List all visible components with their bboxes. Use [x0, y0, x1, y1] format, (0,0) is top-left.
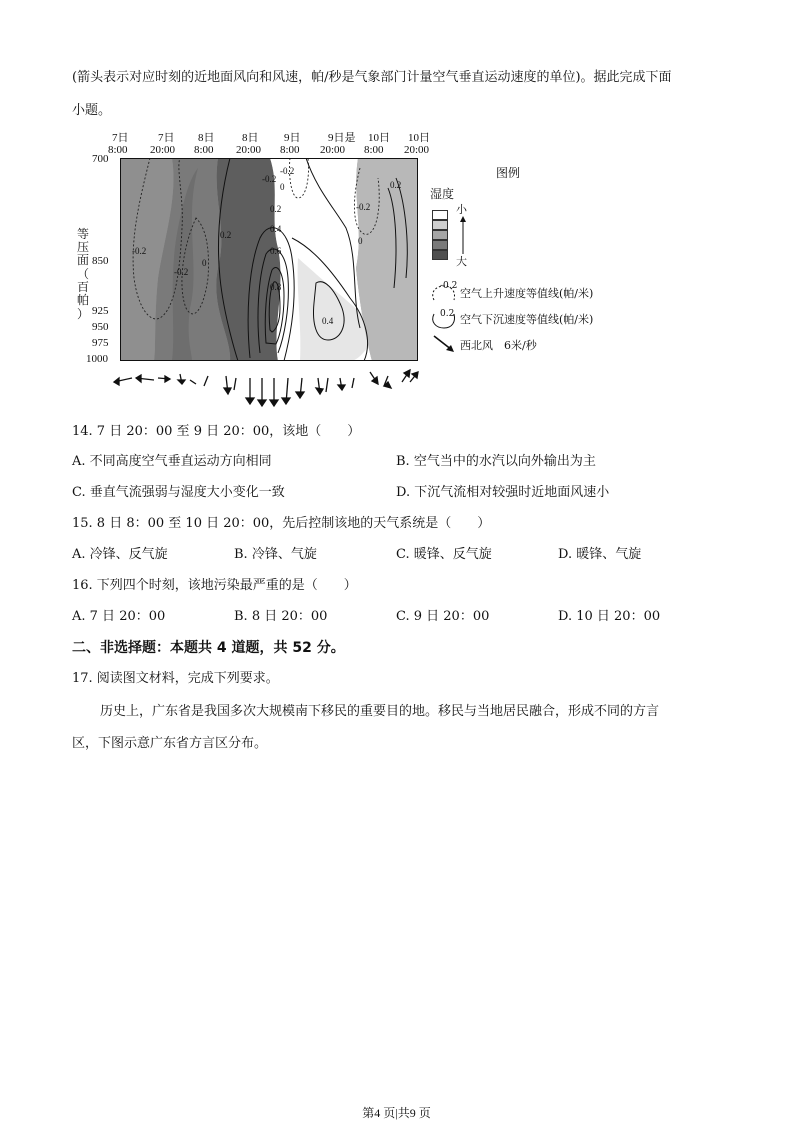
- y-axis-char: （: [77, 267, 90, 281]
- q14-option-d[interactable]: D. 下沉气流相对较强时近地面风速小: [396, 485, 610, 500]
- y-axis-char: 百: [77, 280, 90, 294]
- time-label-time: 20:00: [404, 144, 430, 156]
- contour-label: 0.2: [220, 230, 232, 240]
- page-footer: 第4 页|共9 页: [362, 1106, 431, 1120]
- time-label-day: 8日: [198, 132, 215, 144]
- q16-option-c[interactable]: C. 9 日 20：00: [396, 609, 490, 624]
- contour-label: 0: [280, 182, 285, 192]
- humidity-label: 湿度: [430, 187, 455, 201]
- humidity-low-label: 小: [456, 203, 467, 216]
- sinking-contour-text: 空气下沉速度等值线(帕/米): [460, 313, 594, 326]
- y-tick-label: 850: [92, 255, 109, 267]
- humidity-swatch: [432, 230, 448, 240]
- q15-option-d[interactable]: D. 暖锋、气旋: [558, 547, 642, 562]
- y-tick-label: 925: [92, 305, 109, 317]
- humidity-high-label: 大: [456, 255, 467, 268]
- humidity-swatch: [432, 250, 448, 260]
- time-label-time: 8:00: [280, 144, 300, 156]
- y-axis-char: 面: [77, 253, 90, 267]
- wind-legend-text: 西北风 6米/秒: [460, 339, 537, 352]
- y-tick-label: 1000: [86, 353, 108, 365]
- q15-option-b[interactable]: B. 冷锋、气旋: [234, 547, 317, 562]
- contour-label: 0.4: [322, 316, 334, 326]
- y-tick-label: 975: [92, 337, 109, 349]
- q14-option-c[interactable]: C. 垂直气流强弱与湿度大小变化一致: [72, 485, 285, 500]
- q16-stem: 16. 下列四个时刻，该地污染最严重的是（ ）: [72, 578, 357, 593]
- y-axis-char: 压: [77, 240, 90, 254]
- q17-paragraph-2: 区，下图示意广东省方言区分布。: [72, 736, 268, 751]
- contour-label: -0.2: [132, 246, 147, 256]
- contour-label: 0: [202, 258, 207, 268]
- q14-option-a[interactable]: A. 不同高度空气垂直运动方向相同: [72, 454, 272, 469]
- time-label-time: 20:00: [236, 144, 262, 156]
- q16-option-a[interactable]: A. 7 日 20：00: [72, 609, 166, 624]
- time-label-day: 7日: [112, 132, 129, 144]
- time-label-day: 7日: [158, 132, 175, 144]
- humidity-contour-plot: [120, 158, 418, 361]
- time-label-day: 8日: [242, 132, 259, 144]
- northwest-wind-arrow-icon: [432, 334, 456, 354]
- rising-contour-value: -0.2: [440, 281, 458, 291]
- time-label-day: 10日: [368, 132, 390, 144]
- contour-label: -0.2: [174, 267, 189, 277]
- contour-label: 0.4: [270, 224, 282, 234]
- contour-label: -0.2: [262, 174, 277, 184]
- humidity-swatch: [432, 210, 448, 220]
- y-tick-label: 950: [92, 321, 109, 333]
- contour-label: -0.2: [280, 166, 295, 176]
- y-axis-char: ）: [77, 307, 90, 321]
- y-axis-char: 帕: [77, 293, 90, 307]
- q14-stem: 14. 7 日 20：00 至 9 日 20：00，该地（ ）: [72, 424, 361, 439]
- time-label-day: 9日是: [328, 132, 356, 144]
- humidity-arrow-icon: [458, 216, 468, 256]
- contour-label: 0.2: [390, 180, 402, 190]
- q16-option-d[interactable]: D. 10 日 20：00: [558, 609, 661, 624]
- q17-stem: 17. 阅读图文材料，完成下列要求。: [72, 671, 279, 686]
- y-tick-label: 700: [92, 153, 109, 165]
- contour-label: 0.6: [270, 246, 282, 256]
- q16-option-b[interactable]: B. 8 日 20：00: [234, 609, 328, 624]
- contour-label: -0.2: [356, 202, 371, 212]
- wind-arrows: [110, 368, 430, 410]
- y-axis-char: 等: [77, 227, 90, 241]
- q15-stem: 15. 8 日 8：00 至 10 日 20：00，先后控制该地的天气系统是（ ）: [72, 516, 491, 531]
- contour-label: 0.8: [270, 282, 282, 292]
- rising-contour-text: 空气上升速度等值线(帕/米): [460, 287, 594, 300]
- time-label-time: 8:00: [194, 144, 214, 156]
- time-label-time: 8:00: [364, 144, 384, 156]
- time-label-time: 8:00: [108, 144, 128, 156]
- time-label-day: 10日: [408, 132, 430, 144]
- contour-label: 0.2: [270, 204, 282, 214]
- time-label-day: 9日: [284, 132, 301, 144]
- q15-option-c[interactable]: C. 暖锋、反气旋: [396, 547, 492, 562]
- section-2-heading: 二、非选择题：本题共 4 道题，共 52 分。: [72, 640, 345, 656]
- humidity-swatch: [432, 220, 448, 230]
- legend-title: 图例: [496, 166, 521, 180]
- humidity-swatch: [432, 240, 448, 250]
- time-label-time: 20:00: [320, 144, 346, 156]
- q15-option-a[interactable]: A. 冷锋、反气旋: [72, 547, 168, 562]
- intro-line-1: (箭头表示对应时刻的近地面风向和风速，帕/秒是气象部门计量空气垂直运动速度的单位)。据此完成下面: [72, 70, 672, 85]
- intro-line-2: 小题。: [72, 103, 112, 118]
- q17-paragraph-1: 历史上，广东省是我国多次大规模南下移民的重要目的地。移民与当地居民融合，形成不同的方言: [100, 704, 660, 719]
- contour-label: 0: [358, 236, 363, 246]
- time-label-time: 20:00: [150, 144, 176, 156]
- q14-option-b[interactable]: B. 空气当中的水汽以向外输出为主: [396, 454, 596, 469]
- sinking-contour-value: 0.2: [440, 309, 455, 319]
- humidity-fill-right: [356, 158, 418, 361]
